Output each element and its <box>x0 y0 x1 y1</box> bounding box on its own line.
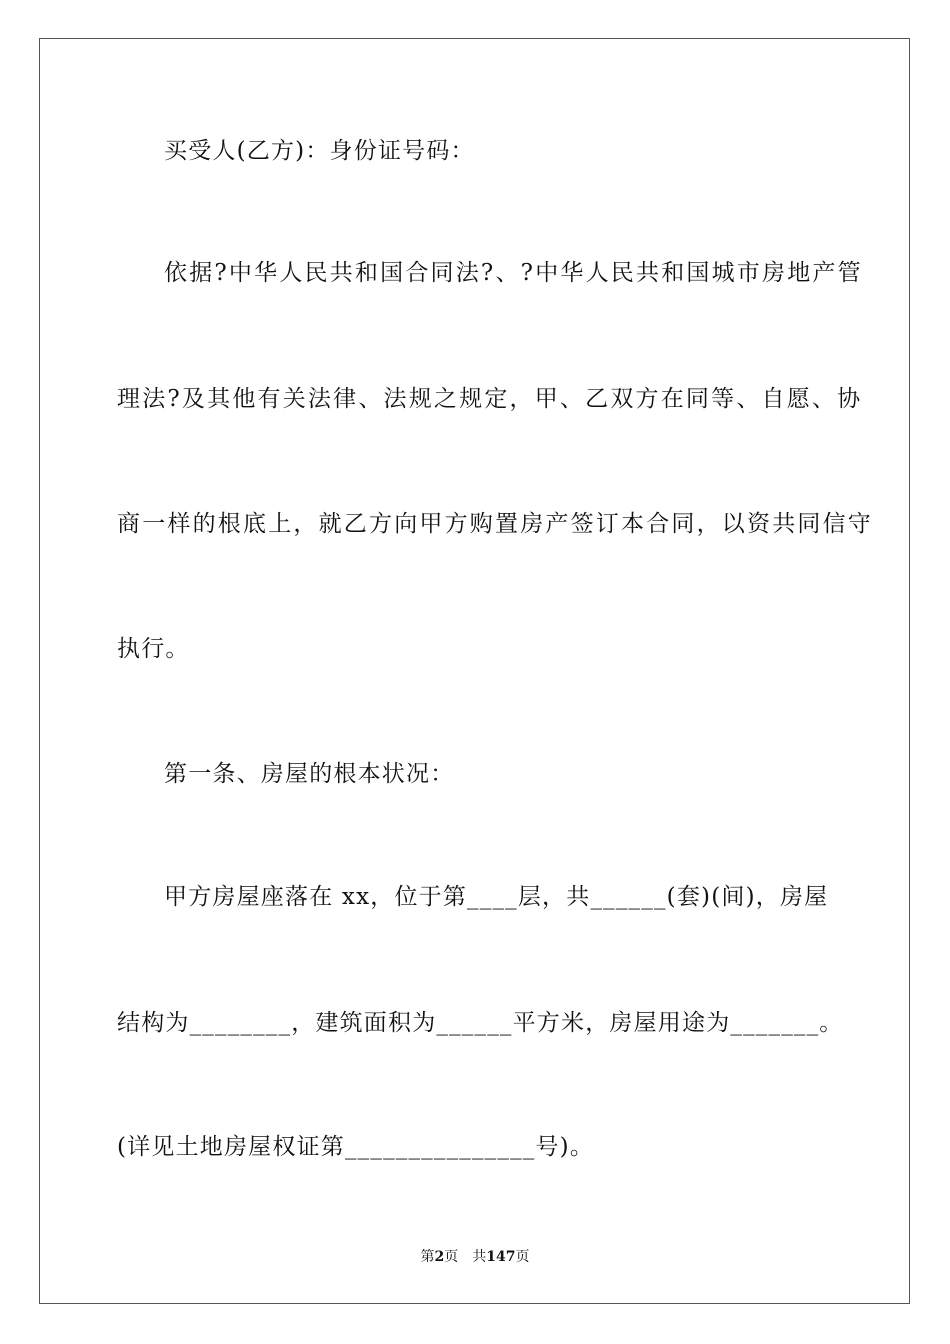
footer-page-number: 2 <box>434 1249 445 1265</box>
property-location-line-2: 结构为________，建筑面积为______平方米，房屋用途为_______。 <box>117 1010 844 1036</box>
footer-page-prefix: 第 <box>420 1249 435 1265</box>
page-border <box>39 38 910 1304</box>
buyer-line: 买受人(乙方)：身份证号码： <box>164 138 475 164</box>
property-location-line-3: (详见土地房屋权证第_______________号)。 <box>117 1134 595 1160</box>
page-footer <box>0 1248 950 1266</box>
footer-page-suffix: 页 <box>515 1249 530 1265</box>
basis-paragraph-line-2: 理法?及其他有关法律、法规之规定，甲、乙双方在同等、自愿、协 <box>117 386 863 412</box>
basis-paragraph-line-3: 商一样的根底上，就乙方向甲方购置房产签订本合同，以资共同信守 <box>117 511 873 537</box>
footer-total-pages: 147 <box>486 1249 516 1265</box>
property-location-line-1: 甲方房屋座落在 xx，位于第____层，共______(套)(间)，房屋 <box>164 884 829 910</box>
basis-paragraph-line-4: 执行。 <box>117 636 190 662</box>
article-1-heading: 第一条、房屋的根本状况： <box>164 761 455 787</box>
footer-page-middle: 页 共 <box>444 1249 487 1265</box>
basis-paragraph-line-1: 依据?中华人民共和国合同法?、?中华人民共和国城市房地产管 <box>164 260 863 286</box>
